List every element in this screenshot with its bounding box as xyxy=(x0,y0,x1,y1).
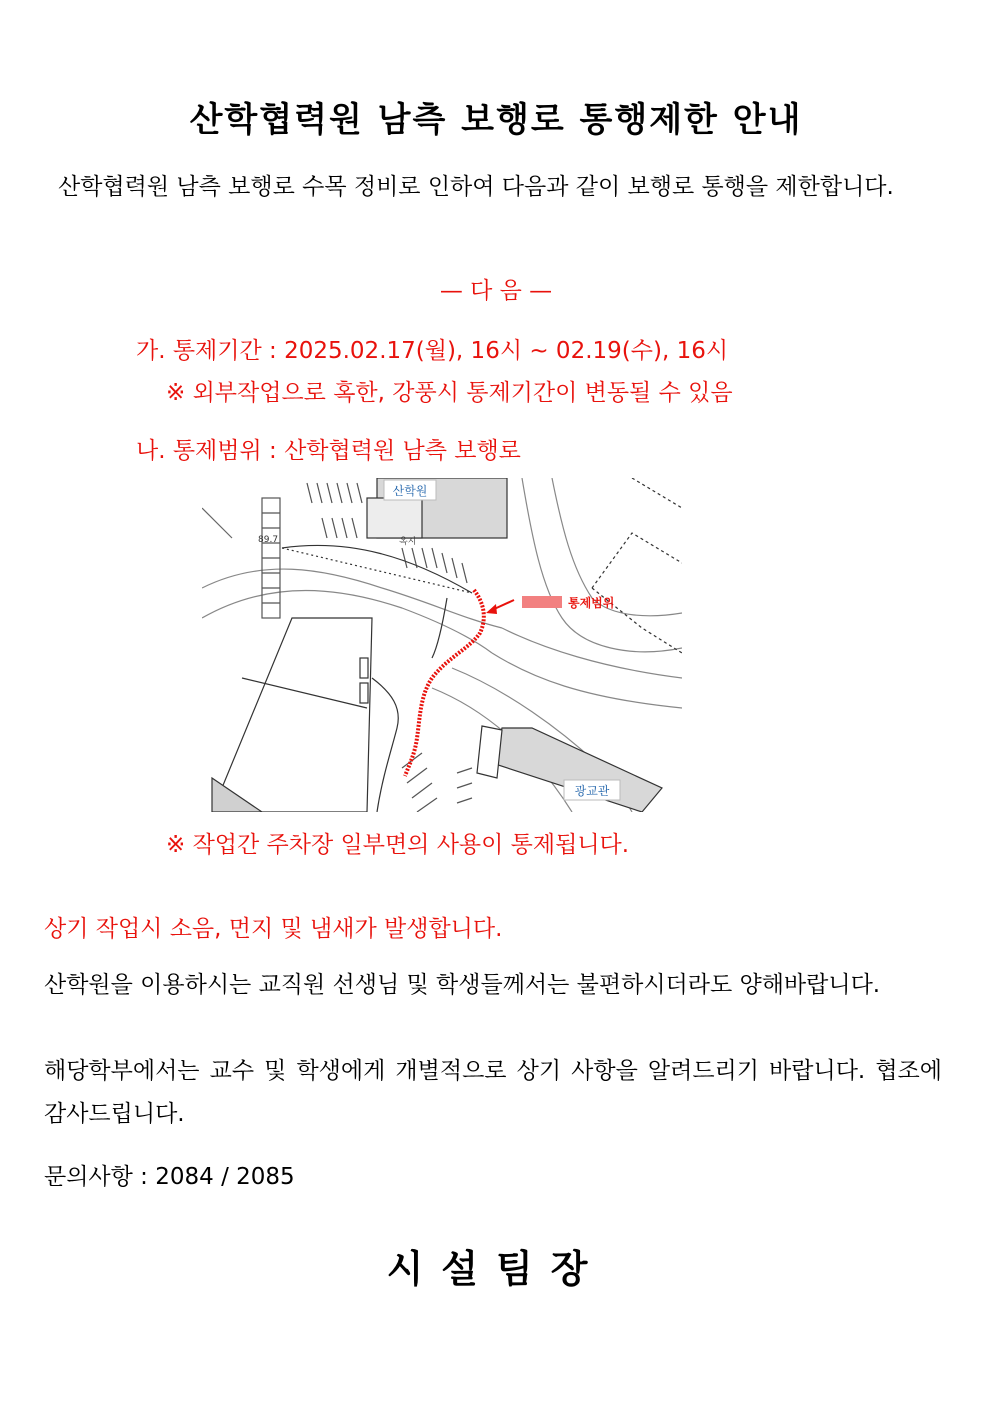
map-elevation-label: 89.7 xyxy=(258,535,279,545)
legend-swatch xyxy=(522,596,562,608)
next-heading: — 다 음 — xyxy=(439,278,553,304)
control-period-note: ※ 외부작업으로 혹한, 강풍시 통제기간이 변동될 수 있음 xyxy=(166,380,733,406)
map-label-sanhak: 산학원 xyxy=(392,484,428,498)
control-range: 나. 통제범위 : 산학협력원 남측 보행로 xyxy=(136,438,521,464)
signature: 시설팀장 xyxy=(386,1247,606,1291)
body-paragraph-1: 산학원을 이용하시는 교직원 선생님 및 학생들께서는 불편하시더라도 양해바랍니다. xyxy=(44,972,881,998)
map-label-gwanggyo: 광교관 xyxy=(574,784,610,798)
map-legend-label: 통제범위 xyxy=(568,596,615,610)
control-period: 가. 통제기간 : 2025.02.17(월), 16시 ~ 02.19(수), 16시 xyxy=(136,338,729,364)
restricted-route xyxy=(405,590,484,776)
map-small-label: 옥시 xyxy=(399,537,417,547)
site-map xyxy=(202,478,682,812)
intro-paragraph: 산학협력원 남측 보행로 수목 정비로 인하여 다음과 같이 보행로 통행을 제한합니다. xyxy=(58,174,894,200)
document-title: 산학협력원 남측 보행로 통행제한 안내 xyxy=(189,100,803,140)
contact-info: 문의사항 : 2084 / 2085 xyxy=(44,1164,295,1190)
body-paragraph-2: 해당학부에서는 교수 및 학생에게 개별적으로 상기 사항을 알려드리기 바랍니다. 협조에 감사드립니다. xyxy=(44,1058,942,1127)
parking-note: ※ 작업간 주차장 일부면의 사용이 통제됩니다. xyxy=(166,832,630,858)
noise-warning: 상기 작업시 소음, 먼지 및 냄새가 발생합니다. xyxy=(44,916,503,942)
